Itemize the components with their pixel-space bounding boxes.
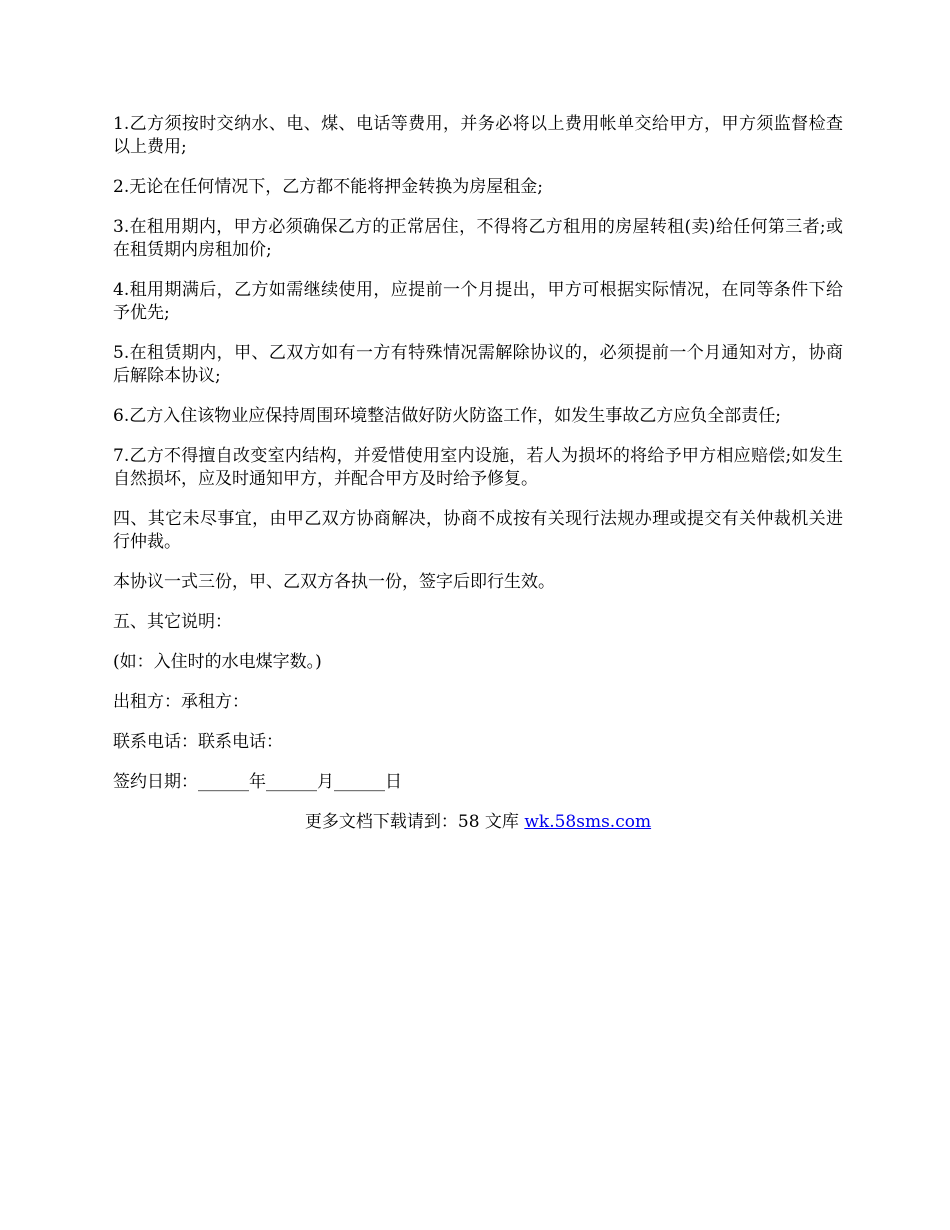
clause-4: 4.租用期满后，乙方如需继续使用，应提前一个月提出，甲方可根据实际情况，在同等条件下给予优先; (113, 280, 843, 323)
clause-6: 6.乙方入住该物业应保持周围环境整洁做好防火防盗工作，如发生事故乙方应负全部责任; (113, 406, 781, 426)
parties-line: 出租方：承租方： (113, 692, 249, 712)
clause-1: 1.乙方须按时交纳水、电、煤、电话等费用，并务必将以上费用帐单交给甲方，甲方须监督检查以上费用; (113, 114, 843, 157)
copies-statement: 本协议一式三份，甲、乙双方各执一份，签字后即行生效。 (113, 572, 555, 592)
document-page (113, 113, 843, 834)
contact-line: 联系电话：联系电话： (113, 732, 283, 752)
section-five-note: (如：入住时的水电煤字数。) (113, 652, 322, 672)
footer-link[interactable]: wk.58sms.com (524, 812, 652, 832)
download-footer (113, 811, 843, 834)
footer-text: 更多文档下载请到：58 文库 (304, 812, 525, 832)
clause-5: 5.在租赁期内，甲、乙双方如有一方有特殊情况需解除协议的，必须提前一个月通知对方，协商后解除本协议; (113, 343, 843, 386)
clause-2: 2.无论在任何情况下，乙方都不能将押金转换为房屋租金; (113, 177, 543, 197)
clause-3: 3.在租用期内，甲方必须确保乙方的正常居住，不得将乙方租用的房屋转租(卖)给任何第三者;或在租赁期内房租加价; (113, 217, 843, 260)
section-four: 四、其它未尽事宜，由甲乙双方协商解决，协商不成按有关现行法规办理或提交有关仲裁机关进行仲裁。 (113, 509, 843, 552)
signing-date-line: 签约日期：______年______月______日 (113, 772, 402, 792)
section-five-heading: 五、其它说明： (113, 612, 232, 632)
clause-7: 7.乙方不得擅自改变室内结构，并爱惜使用室内设施，若人为损坏的将给予甲方相应赔偿;如发生自然损坏，应及时通知甲方，并配合甲方及时给予修复。 (113, 446, 843, 489)
